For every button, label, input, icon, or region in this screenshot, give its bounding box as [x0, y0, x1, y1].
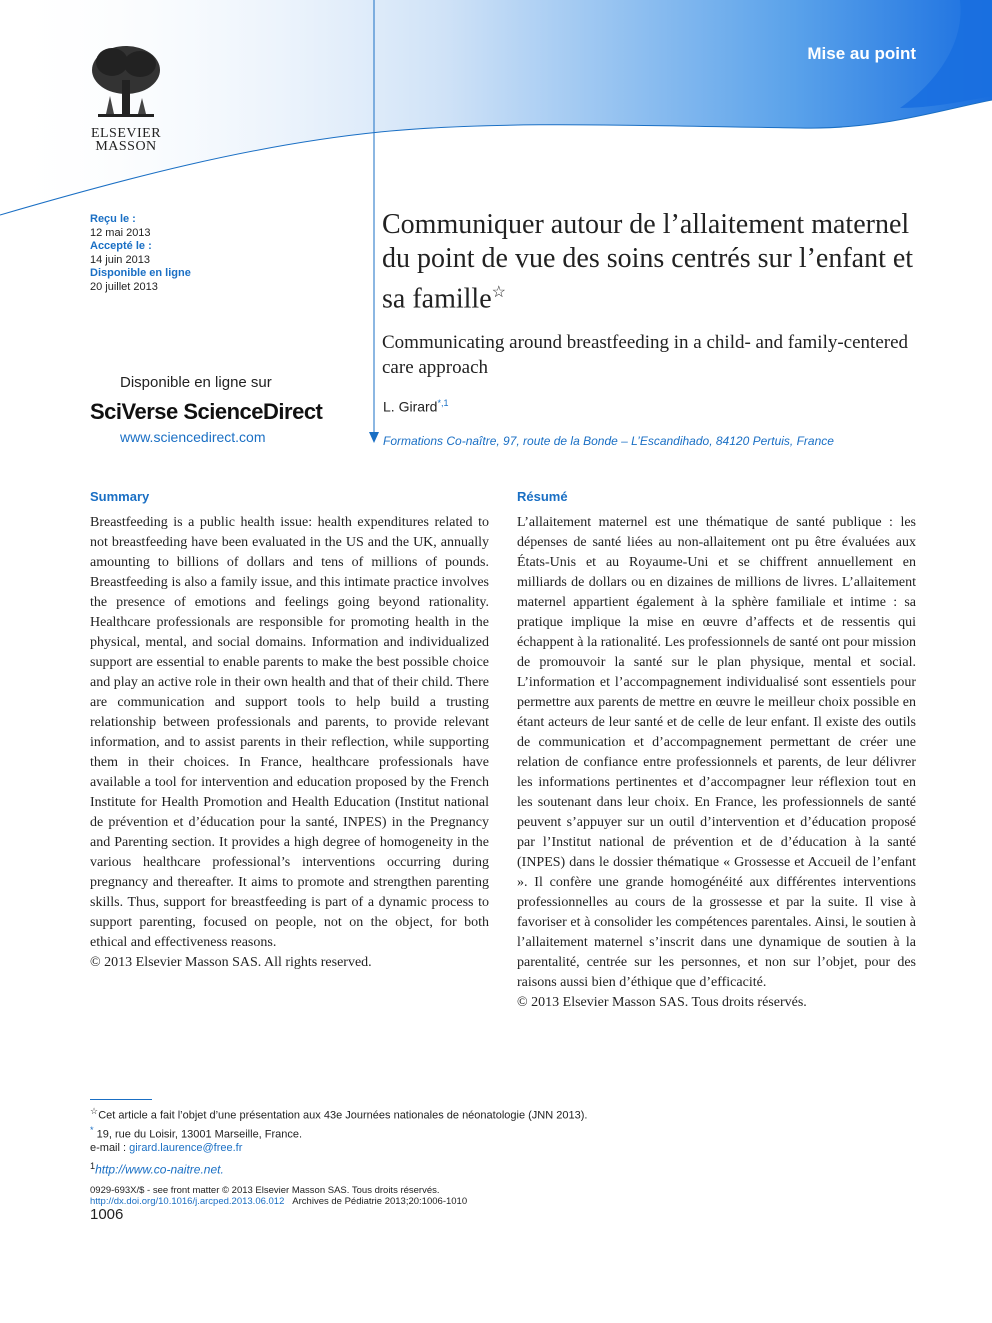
footnotes: [90, 1104, 587, 1178]
sciencedirect-block: [90, 374, 330, 445]
author-line: [383, 398, 448, 415]
footnote-divider: [90, 1099, 152, 1100]
footnote-address: * 19, rue du Loisir, 13001 Marseille, France.: [90, 1124, 303, 1141]
journal-citation: Archives de Pédiatrie 2013;20:1006-1010: [292, 1196, 468, 1207]
doi-link[interactable]: http://dx.doi.org/10.1016/j.arcped.2013.06.012: [90, 1196, 285, 1207]
online-availability-label: Disponible en ligne sur: [120, 374, 272, 391]
author-footnote-marks[interactable]: *,1: [437, 398, 449, 408]
sciencedirect-link[interactable]: www.sciencedirect.com: [120, 429, 266, 445]
summary-heading: Summary: [90, 489, 150, 504]
summary-section: [90, 487, 489, 973]
article-title-english: Communicating around breastfeeding in a child- and family-centered care approach: [382, 332, 909, 378]
resume-copyright: © 2013 Elsevier Masson SAS. Tous droits réservés.: [517, 995, 807, 1010]
article-title: Communiquer autour de l’allaitement maternel du point de vue des soins centrés sur l’enfant et sa famille☆: [382, 209, 914, 315]
online-date: 20 juillet 2013: [90, 280, 158, 293]
resume-heading: Résumé: [517, 489, 568, 504]
online-date-label: Disponible en ligne: [90, 267, 191, 279]
footnote-star: ☆Cet article a fait l’objet d’une présentation aux 43e Journées nationales de néonatologie (JNN 2013).: [90, 1106, 588, 1122]
title-star-icon: ☆: [491, 284, 506, 301]
summary-copyright: © 2013 Elsevier Masson SAS. All rights reserved.: [90, 955, 372, 970]
received-label: Reçu le :: [90, 213, 136, 225]
issn-line: 0929-693X/$ - see front matter © 2013 Elsevier Masson SAS. Tous droits réservés.: [90, 1185, 440, 1196]
resume-body: L’allaitement maternel est une thématique de santé publique : les dépenses de santé liées au non-allaitement ont pu être évaluées aux États-Unis et au Royaume-Uni et se chiffrent annuellement en milliards de dollars ou en dizaines de millions de livres. L’allaitement maternel appartient également à la sphère familiale et intime : sa pratique implique la mise en œuvre d’affects et de ressentis qui échappent à la rationalité. Les professionnels de santé ont pour mission de promouvoir la santé sur le plan physique, mental et social. L’information et l’accompagnement individualisé sont essentiels pour permettre aux parents de mettre en œuvre le meilleur choix possible en étant acteurs de leur santé et de celle de leur enfant. Il existe des outils de communication et d’accompagnement permettant de créer une relation de confiance entre professionnels et parents, de leur délivrer les informations pertinentes et d’accompagner leur réflexion tout en les soutenant dans leur choix. En France, les professionnels de santé peuvent s’appuyer sur un outil d’intervention et d’éducation proposé par l’Institut national de prévention et de d’éducation à la santé (INPES) dans le dossier thématique « Grossesse et Accueil de l’enfant ». Il confère une grande homogénéité aux différentes interventions professionnelles au cours de la grossesse et par la suite. Il vise à favoriser et à consolider les compétences parentales. Ainsi, le soutien à l’allaitement maternel s’inscrit dans une dynamique de soutien à la parentalité, centrée sur les personnes, et non sur l’objet, pour des raisons aussi bien d’éthique que d’efficacité.: [517, 515, 916, 990]
sciencedirect-logo: SciVerse ScienceDirect: [90, 399, 323, 424]
publication-info: [90, 1185, 467, 1207]
accepted-date: 14 juin 2013: [90, 253, 150, 266]
author-name: L. Girard: [383, 398, 438, 415]
resume-section: [517, 487, 916, 1013]
elsevier-logo: [76, 40, 176, 155]
divider-arrow-icon: [367, 230, 381, 445]
publisher-name: ELSEVIER MASSON: [90, 126, 162, 154]
article-dates: [90, 213, 191, 294]
accepted-label: Accepté le :: [90, 240, 152, 252]
page-number: 1006: [90, 1206, 124, 1223]
doi-line: [90, 1196, 467, 1207]
summary-body: Breastfeeding is a public health issue: health expenditures related to not breastfeeding have been evaluated in the US and the UK, annually amounting to billions of dollars and tens of millions of pounds. Breastfeeding is also a family issue, and this intimate practice involves the presence of emotions and feelings going beyond rationality. Healthcare professionals are responsible for promoting health in the physical, mental, and social domains. Information and individualized support are essential to enable parents to make the best possible choice and play an active role in their own health and that of their child. There are communication and support tools to help build a trusting relationship between professionals and parents, to provide relevant information, and to assist parents in their reflection, while supporting them in their choices. In France, healthcare professionals have available a tool for intervention and education proposed by the French Institute for Health Promotion and Health Education (Institut national de prévention et d’éducation pour la santé, INPES) in the Pregnancy and Parenting section. It provides a high degree of homogeneity in the various healthcare professional’s interventions occurring during pregnancy and thereafter. It aims to promote and strengthen parenting skills. Thus, support for breastfeeding is part of a dynamic process to support parenting, focused on people, not on the object, for both ethical and effectiveness reasons.: [90, 515, 489, 950]
elsevier-tree-icon: [76, 40, 176, 122]
received-date: 12 mai 2013: [90, 226, 151, 239]
website-link[interactable]: http://www.co-naitre.net.: [95, 1162, 224, 1177]
footnote-1: $^1$http://www.co-naitre.net.: [90, 1161, 224, 1177]
email-link[interactable]: girard.laurence@free.fr: [129, 1142, 243, 1155]
section-label: Mise au point: [807, 44, 916, 63]
footnote-email: e-mail : girard.laurence@free.fr: [90, 1142, 243, 1155]
author-affiliation: Formations Co-naître, 97, route de la Bonde – L’Escandihado, 84120 Pertuis, France: [383, 434, 834, 448]
